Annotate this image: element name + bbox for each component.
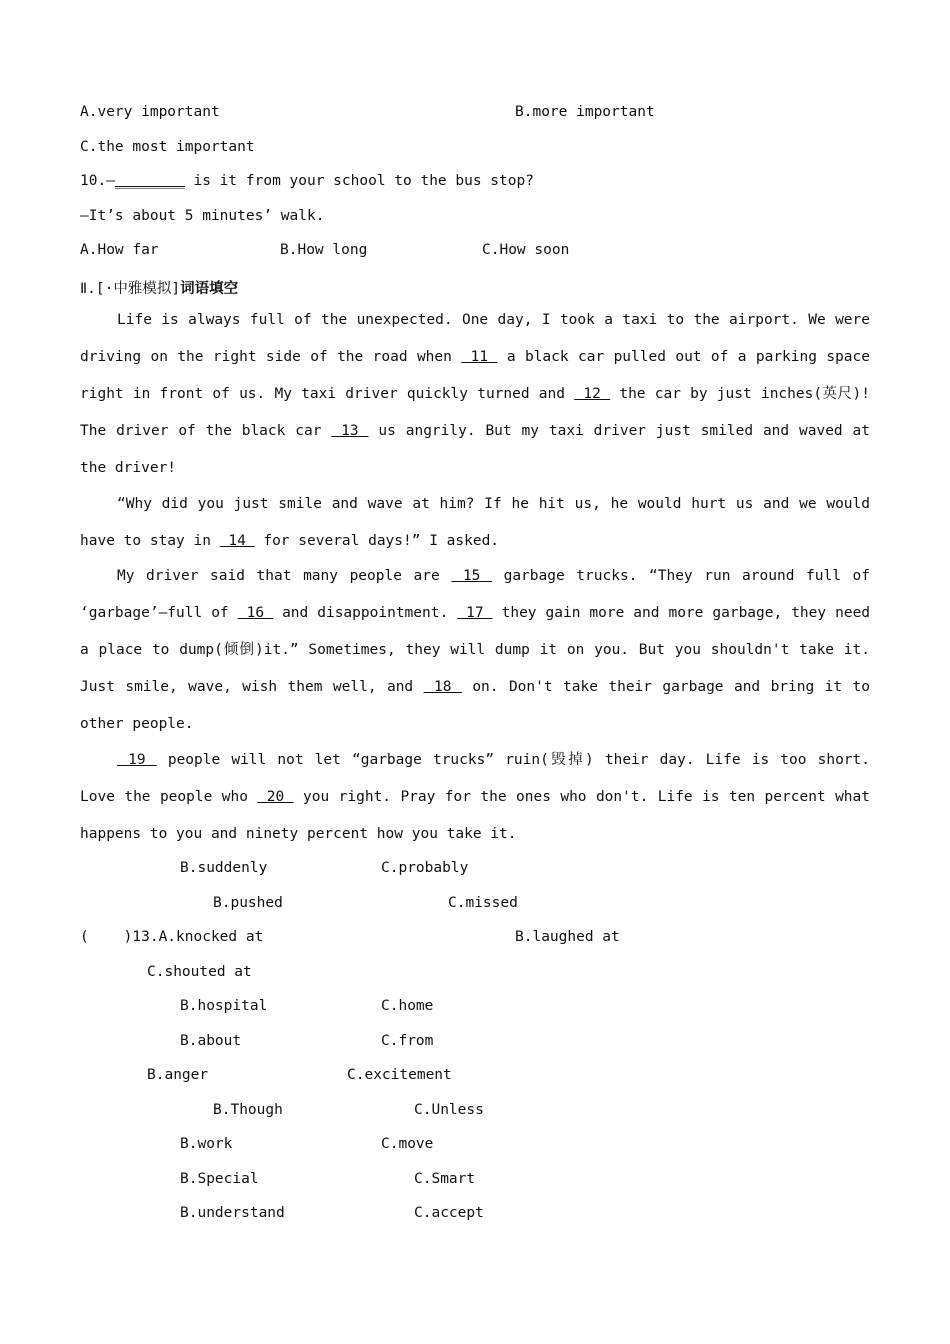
blank-17: 17 <box>457 605 493 621</box>
q18-option-b: B.work <box>180 1136 233 1152</box>
section-title: 词语填空 <box>180 281 239 297</box>
q12-option-c: C.missed <box>448 895 518 911</box>
passage-text: garbage trucks. “They run around full of ‘garbage’—full of <box>80 568 870 621</box>
q16-option-c: C.excitement <box>347 1067 452 1083</box>
section-heading <box>80 277 238 298</box>
blank-13: 13 <box>331 423 369 439</box>
q14-option-c: C.home <box>381 998 434 1014</box>
q9-option-a: A.very important <box>80 104 220 120</box>
blank-20: 20 <box>257 789 294 805</box>
section-number: Ⅱ.[ <box>80 281 105 297</box>
q11-option-b: B.suddenly <box>180 860 268 876</box>
q13-option-a: ( )13.A.knocked at <box>80 929 264 945</box>
q14-option-b: B.hospital <box>180 998 268 1014</box>
blank-19: 19 <box>117 752 157 768</box>
q10-stem <box>80 173 534 189</box>
q18-option-c: C.move <box>381 1136 434 1152</box>
q13-option-c: C.shouted at <box>147 964 252 980</box>
blank-18: 18 <box>423 679 462 695</box>
q19-option-c: C.Smart <box>414 1171 476 1187</box>
q10-option-b: B.How long <box>280 242 368 258</box>
q10-option-a: A.How far <box>80 242 159 258</box>
q15-option-b: B.about <box>180 1033 242 1049</box>
passage-paragraph-1 <box>80 302 870 487</box>
q17-option-b: B.Though <box>213 1102 283 1118</box>
blank-14: 14 <box>219 533 255 549</box>
passage-text: and disappointment. <box>273 605 458 621</box>
passage-paragraph-4 <box>80 742 870 853</box>
q10-blank: ________ <box>114 173 185 189</box>
q12-option-b: B.pushed <box>213 895 283 911</box>
passage-paragraph-3 <box>80 558 870 743</box>
passage-text: you right. Pray for the ones who don't. Life is ten percent what happens to you and ninety percent how you take it. <box>80 789 870 842</box>
q10-option-c: C.How soon <box>482 242 570 258</box>
q13-option-b: B.laughed at <box>515 929 620 945</box>
q15-option-c: C.from <box>381 1033 434 1049</box>
q17-option-c: C.Unless <box>414 1102 484 1118</box>
passage-text: “Why did you just smile and wave at him? If he hit us, he would hurt us and we would have to stay in <box>80 496 870 549</box>
q10-stem-text: is it from your school to the bus stop? <box>184 173 534 189</box>
blank-12: 12 <box>574 386 611 402</box>
q19-option-b: B.Special <box>180 1171 259 1187</box>
q16-option-b: B.anger <box>147 1067 209 1083</box>
passage-text: Life is always full of the unexpected. One day, I took a taxi to the airport. We were driving on the right side of the road when <box>80 312 870 365</box>
section-source: ·中雅模拟] <box>104 281 181 297</box>
q11-option-c: C.probably <box>381 860 469 876</box>
passage-text: a black car pulled out of a parking space right in front of us. My taxi driver quickly turned and <box>80 349 870 402</box>
passage-text: people will not let “garbage trucks” ruin(毁掉) their day. Life is too short. Love the people who <box>80 752 870 805</box>
q9-option-c: C.the most important <box>80 139 255 155</box>
q10-answer: —It’s about 5 minutes’ walk. <box>80 208 325 224</box>
blank-16: 16 <box>237 605 274 621</box>
passage-text: on. Don't take their garbage and bring it to other people. <box>80 679 870 732</box>
passage-text: the car by just inches(英尺)! The driver of the black car <box>80 386 870 439</box>
q10-prefix: 10.— <box>80 173 115 189</box>
q9-option-b: B.more important <box>515 104 655 120</box>
passage-text: they gain more and more garbage, they need a place to dump(倾倒)it.” Sometimes, they will dump it on you. But you shouldn't take it. Just smile, wave, wish them well, and <box>80 605 871 695</box>
blank-11: 11 <box>461 349 498 365</box>
passage-text: us angrily. But my taxi driver just smiled and waved at the driver! <box>80 423 870 476</box>
passage-text: My driver said that many people are <box>117 568 452 584</box>
passage-text: for several days!” I asked. <box>254 533 500 549</box>
q20-option-b: B.understand <box>180 1205 285 1221</box>
q20-option-c: C.accept <box>414 1205 484 1221</box>
passage-paragraph-2 <box>80 486 870 560</box>
blank-15: 15 <box>451 568 492 584</box>
